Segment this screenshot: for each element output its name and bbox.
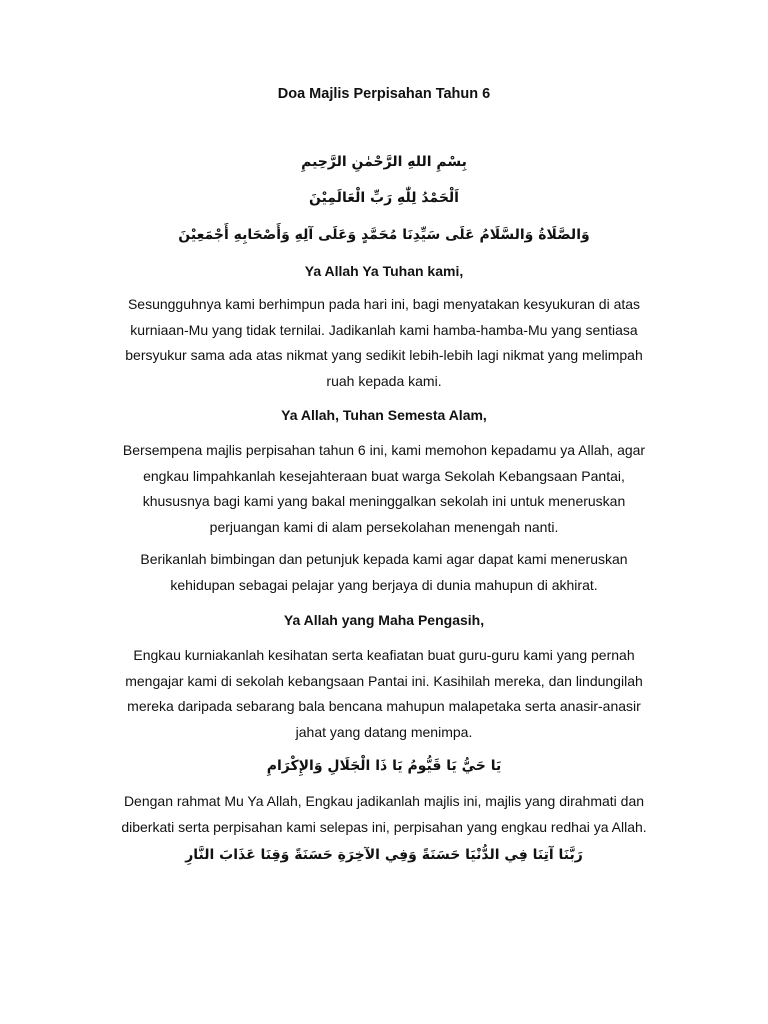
paragraph-line: Bersempena majlis perpisahan tahun 6 ini, kami memohon kepadamu ya Allah, agar (122, 442, 646, 458)
heading-tuhan-semesta-alam: Ya Allah, Tuhan Semesta Alam, (281, 407, 487, 423)
paragraph-line: khususnya bagi kami yang bakal meninggalkan sekolah ini untuk meneruskan (142, 493, 626, 509)
heading-maha-pengasih: Ya Allah yang Maha Pengasih, (283, 612, 485, 628)
arabic-hamdalah: اَلْحَمْدُ لِلّٰهِ رَبِّ الْعَالَمِيْنَ (308, 190, 459, 206)
paragraph-line: mereka daripada sebarang bala bencana mahupun malapetaka serta anasir-anasir (127, 698, 641, 714)
paragraph-line: diberkati serta perpisahan kami selepas ini, perpisahan yang engkau redhai ya Allah. (121, 818, 647, 835)
arabic-rabbana: رَبَّنَا آتِنَا فِي الدُّنْيَا حَسَنَةً وَفِي الآخِرَةِ حَسَنَةً وَقِنَا عَذَابَ النَّارِ (185, 847, 583, 863)
paragraph-bimbingan (80, 547, 688, 598)
paragraph-line: bersyukur sama ada atas nikmat yang sedikit lebih-lebih lagi nikmat yang melimpah (125, 347, 643, 363)
paragraph-line: Berikanlah bimbingan dan petunjuk kepada kami agar dapat kami meneruskan (140, 551, 628, 567)
paragraph-line: Sesungguhnya kami berhimpun pada hari ini, bagi menyatakan kesyukuran di atas (127, 296, 641, 312)
paragraph-line: perjuangan kami di alam persekolahan menengah nanti. (209, 518, 559, 535)
paragraph-kesyukuran (80, 292, 688, 394)
paragraph-line: engkau limpahkanlah kesejahteraan buat warga Sekolah Kebangsaan Pantai, (143, 467, 625, 484)
arabic-ya-hayyu: يَا حَيُّ يَا قَيُّومُ يَا ذَا الْجَلَالِ وَالإِكْرَامِ (266, 758, 502, 774)
paragraph-line: kehidupan sebagai pelajar yang berjaya di dunia mahupun di akhirat. (170, 576, 598, 593)
paragraph-rahmat (80, 789, 688, 840)
paragraph-line: jahat yang datang menimpa. (295, 723, 473, 740)
arabic-basmalah: بِسْمِ اللهِ الرَّحْمٰنِ الرَّحِيمِ (301, 154, 467, 170)
paragraph-line: Engkau kurniakanlah kesihatan serta keafiatan buat guru-guru kami yang pernah (133, 647, 635, 663)
heading-ya-allah-ya-tuhan-kami: Ya Allah Ya Tuhan kami, (304, 263, 464, 279)
paragraph-line: mengajar kami di sekolah kebangsaan Pantai ini. Kasihilah mereka, dan lindungilah (125, 672, 643, 689)
paragraph-line: kurniaan-Mu yang tidak ternilai. Jadikanlah kami hamba-hamba-Mu yang sentiasa (130, 321, 638, 338)
paragraph-line: ruah kepada kami. (326, 372, 442, 389)
paragraph-line: Dengan rahmat Mu Ya Allah, Engkau jadikanlah majlis ini, majlis yang dirahmati dan (123, 793, 645, 809)
paragraph-bersempena (80, 438, 688, 540)
paragraph-guru-guru (80, 643, 688, 745)
arabic-salawat: وَالصَّلَاةُ وَالسَّلَامُ عَلَى سَيِّدِنَا مُحَمَّدٍ وَعَلَى آلِهِ وَأَصْحَابِهِ أَجْمَعِيْنَ (178, 227, 590, 243)
page-title: Doa Majlis Perpisahan Tahun 6 (277, 86, 491, 102)
